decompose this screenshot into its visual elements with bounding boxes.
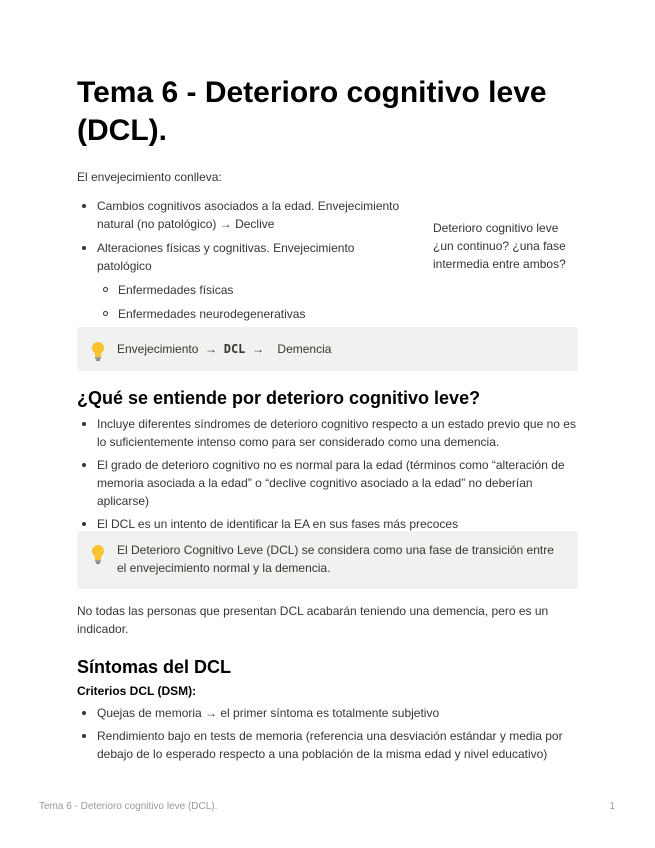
callout-progression xyxy=(77,327,578,371)
section-heading-symptoms: Síntomas del DCL xyxy=(77,657,232,677)
list-item: Incluye diferentes síndromes de deterioro cognitivo respecto a un estado previo que no es lo suficientemente intenso como para ser considerado como una demencia. xyxy=(77,415,578,451)
list-item: Alteraciones físicas y cognitivas. Envejecimiento patológico xyxy=(77,239,407,275)
list-item: Cambios cognitivos asociados a la edad. Envejecimiento natural (no patológico) → Declive xyxy=(77,197,407,233)
page-title: Tema 6 - Deterioro cognitivo leve (DCL). xyxy=(77,76,547,147)
callout-text xyxy=(117,340,331,358)
list-item: Rendimiento bajo en tests de memoria (referencia una desviación estándar y media por debajo de lo esperado respecto a una población de la misma edad y nivel educativo) xyxy=(77,727,578,763)
callout-transition xyxy=(77,531,578,589)
list-item: El DCL es un intento de identificar la EA en sus fases más precoces xyxy=(77,515,578,533)
list-item: El grado de deterioro cognitivo no es normal para la edad (términos como “alteración de memoria asociada a la edad” o “declive cognitivo asociado a la edad” no deberían aplicarse) xyxy=(77,456,578,510)
aging-list xyxy=(77,197,407,329)
page-number: 1 xyxy=(609,801,615,812)
sub-list-item: Enfermedades neurodegenerativas xyxy=(77,305,407,323)
definition-list xyxy=(77,415,578,538)
lightbulb-icon xyxy=(89,543,107,565)
callout-text: El Deterioro Cognitivo Leve (DCL) se considera como una fase de transición entre el envejecimiento normal y la demencia. xyxy=(117,543,554,575)
list-item: Quejas de memoria → el primer síntoma es totalmente subjetivo xyxy=(77,704,578,722)
side-note: Deterioro cognitivo leve ¿un continuo? ¿una fase intermedia entre ambos? xyxy=(433,221,566,271)
callout-text-part2: → Demencia xyxy=(245,342,332,356)
sub-list-item: Enfermedades físicas xyxy=(77,281,407,299)
intro-text: El envejecimiento conlleva: xyxy=(77,170,222,184)
dcl-code: DCL xyxy=(223,342,246,356)
criteria-list xyxy=(77,704,578,768)
footer-title: Tema 6 - Deterioro cognitivo leve (DCL). xyxy=(39,801,218,812)
section-heading-definition: ¿Qué se entiende por deterioro cognitivo leve? xyxy=(77,388,481,408)
lightbulb-icon xyxy=(89,340,107,362)
paragraph: No todas las personas que presentan DCL acabarán teniendo una demencia, pero es un indicador. xyxy=(77,604,549,636)
criteria-label: Criterios DCL (DSM): xyxy=(77,684,197,698)
callout-text-part1: Envejecimiento → xyxy=(117,342,224,356)
